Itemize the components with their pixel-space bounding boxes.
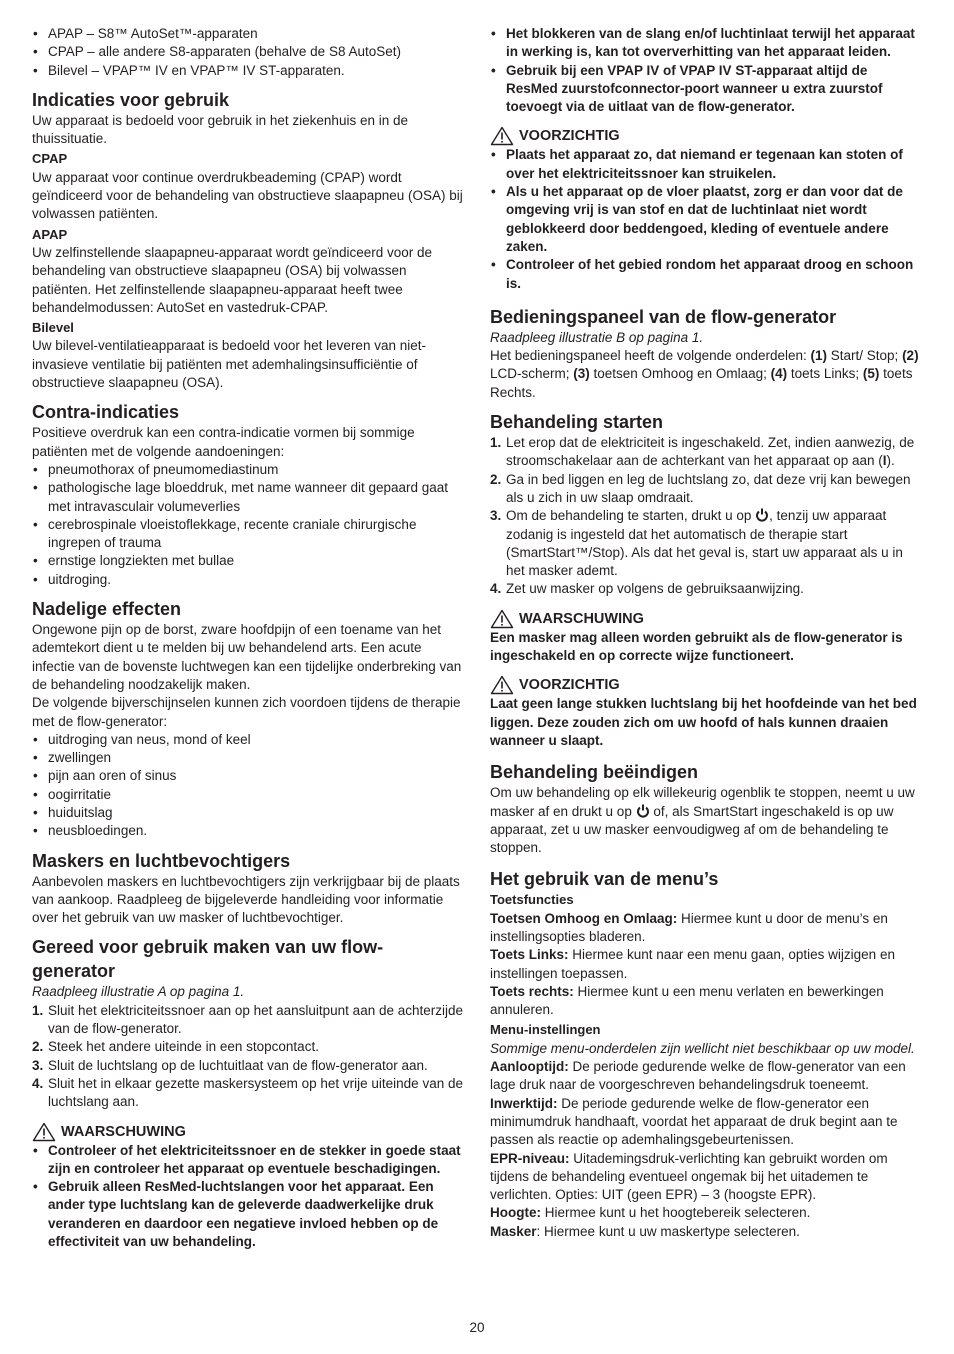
step-number: 2. [490,471,502,487]
warning-list [32,1142,464,1252]
setting-label: Hoogte: [490,1205,541,1221]
setting-altitude [490,1204,922,1222]
section-heading-adverse-effects: Nadelige effecten [32,599,182,620]
part-label: toetsen Omhoog en Omlaag; [589,366,771,382]
list-item: • cerebrospinale vloeistoflekkage, recente craniale chirurgische ingrepen of trauma [32,516,464,553]
list-item: • APAP – S8™ AutoSet™-apparaten [32,25,464,43]
power-on-symbol: I [882,453,887,469]
bilevel-subheading: Bilevel [32,320,74,336]
step-text: ). [886,453,895,469]
part-number: (3) [573,366,590,382]
list-item: • CPAP – alle andere S8-apparaten (behalve de S8 AutoSet) [32,43,464,61]
list-item: • Gebruik alleen ResMed-luchtslangen voor het apparaat. Een ander type luchtslang kan de geleverde daadwerkelijke druk veranderen en daardoor een negatieve invloed hebben op de effectiviteit van uw behandeling. [32,1178,464,1251]
step-number: 2. [32,1039,44,1055]
stop-text-part: Om uw behandeling op elk willekeurig ogenblik te stoppen, neemt u uw masker af en drukt u op [490,785,915,819]
part-number: (1) [810,348,828,364]
masks-text: Aanbevolen maskers en luchtbevochtigers zijn verkrijgbaar bij de plaats van aankoop. Raadpleeg de bijgeleverde handleiding voor informatie over het gebruik van uw masker of luchtbevochtiger. [32,873,460,926]
list-item: • Het blokkeren van de slang en/of luchtinlaat terwijl het apparaat in werking is, kan tot oververhitting van het apparaat leiden. [490,25,922,62]
bilevel-text: Uw bilevel-ventilatieapparaat is bedoeld voor het leveren van niet-invasieve ventilatie bij patiënten met ademhalingsinsufficiëntie of obstructieve slaapapneu (OSA). [32,338,426,391]
caution-label: VOORZICHTIG [519,128,620,145]
warning-label: WAARSCHUWING [61,1123,186,1140]
list-item: • huiduitslag [32,804,464,822]
key-function-right [490,983,922,1020]
list-item: • pneumothorax of pneumomediastinum [32,461,464,479]
warning-list-continued [490,25,922,116]
caution-heading [490,675,922,695]
setting-epr-level [490,1150,922,1205]
caution-list [490,146,922,292]
caution-heading [490,126,922,146]
list-item: • uitdroging van neus, mond of keel [32,731,464,749]
step-text: Let erop dat de elektriciteit is ingeschakeld. Zet, indien aanwezig, de stroomschakelaar aan de achterkant van het apparaat op aan ( [506,435,915,469]
warning-triangle-icon [32,1122,56,1142]
menu-settings-note: Sommige menu-onderdelen zijn wellicht niet beschikbaar op uw model. [490,1040,915,1056]
warning-heading [32,1122,464,1142]
stop-text [490,784,922,857]
step-text: Steek het andere uiteinde in een stopcontact. [48,1039,319,1055]
list-item [32,1057,464,1075]
list-item: • Controleer of het gebied rondom het apparaat droog en schoon is. [490,256,922,293]
power-button-icon [636,804,650,818]
key-functions-subheading: Toetsfuncties [490,892,574,908]
setting-description: : Hiermee kunt u uw maskertype selecteren. [536,1223,800,1239]
setup-illustration-ref: Raadpleeg illustratie A op pagina 1. [32,984,245,1000]
part-label: Start/ Stop; [827,348,903,364]
part-label: LCD-scherm; [490,366,574,382]
stop-text-part: of, als SmartStart ingeschakeld is op uw apparaat, zet u uw masker eenvoudigweg af om de behandeling te stoppen. [490,803,894,856]
section-heading-stop-treatment: Behandeling beëindigen [490,762,699,783]
setting-label: EPR-niveau: [490,1150,570,1166]
list-item [490,434,922,471]
part-label: toets Rechts. [490,366,913,400]
key-description: Hiermee kunt naar een menu gaan, opties wijzigen en instellingen toepassen. [490,947,895,981]
step-number: 1. [32,1002,44,1018]
start-steps [490,434,922,599]
warning-triangle-icon [490,126,514,146]
key-label: Toets rechts: [490,983,574,999]
step-text: Om de behandeling te starten, drukt u op [506,508,756,524]
contraindications-text: Positieve overdruk kan een contra-indicatie vormen bij sommige patiënten met de volgende aandoeningen: [32,425,415,459]
key-label: Toets Links: [490,947,569,963]
caution-text: Laat geen lange stukken luchtslang bij het hoofdeinde van het bed liggen. Deze zouden zich om uw hoofd of hals kunnen draaien wanneer u slaapt. [490,696,917,748]
warning-triangle-icon [490,675,514,695]
panel-illustration-ref: Raadpleeg illustratie B op pagina 1. [490,329,704,345]
part-number: (5) [862,366,880,382]
setting-ramp-time [490,1058,922,1095]
adverse-effects-list [32,731,464,841]
step-text: Sluit het elektriciteitssnoer aan op het aansluitpunt aan de achterzijde van de flow-generator. [48,1002,464,1037]
setting-label: Aanlooptijd: [490,1059,569,1075]
list-item: • pijn aan oren of sinus [32,767,464,785]
setting-label: Inwerktijd: [490,1095,558,1111]
setting-settle-time [490,1095,922,1150]
step-number: 1. [490,435,502,451]
right-column [490,25,922,1241]
section-heading-contraindications: Contra-indicaties [32,402,180,423]
warning-triangle-icon [490,609,514,629]
section-heading-setup: Gereed voor gebruik maken van uw flow-generator [32,937,384,982]
apap-text: Uw zelfinstellende slaapapneu-apparaat wordt geïndiceerd voor de behandeling van obstructieve slaapapneu (OSA) bij volwassen patiënten. Het zelfinstellende slaapapneu-apparaat heeft twee behandelmodussen: AutoSet en vastedruk-CPAP. [32,244,433,315]
setting-label: Masker [490,1223,537,1239]
list-item [490,580,922,598]
device-type-list [32,25,464,80]
setting-description: Uitademingsdruk-verlichting kan gebruikt worden om tijdens de behandeling eventueel ongemak bij het uitademen te verlichten. Opties: UIT (geen EPR) – 3 (hoogste EPR). [490,1150,888,1203]
list-item: • zwellingen [32,749,464,767]
indications-text: Uw apparaat is bedoeld voor gebruik in het ziekenhuis en in de thuissituatie. [32,112,408,147]
cpap-text: Uw apparaat voor continue overdrukbeademing (CPAP) wordt geïndiceerd voor de behandeling van obstructieve slaapapneu (OSA) bij volwassen patiënten. [32,169,463,222]
key-label: Toetsen Omhoog en Omlaag: [490,910,678,926]
list-item: • Plaats het apparaat zo, dat niemand er tegenaan kan stoten of over het elektriciteitssnoer kan struikelen. [490,146,922,183]
key-description: Hiermee kunt u een menu verlaten en bewerkingen annuleren. [490,983,884,1018]
list-item: • neusbloedingen. [32,822,464,840]
list-item: • Bilevel – VPAP™ IV en VPAP™ IV ST-apparaten. [32,62,464,80]
step-number: 3. [32,1057,44,1073]
list-item: • Gebruik bij een VPAP IV of VPAP IV ST-apparaat altijd de ResMed zuurstofconnector-poort wanneer u extra zuurstof toevoegt via de uitlaat van de flow-generator. [490,62,922,117]
list-item: • Als u het apparaat op de vloer plaatst, zorg er dan voor dat de omgeving vrij is van stof en dat de luchtinlaat niet wordt geblokkeerd door beddengoed, kleding of eventuele andere zaken. [490,183,922,256]
section-heading-masks: Maskers en luchtbevochtigers [32,850,291,871]
adverse-text-1: Ongewone pijn op de borst, zware hoofdpijn of een toename van het ademtekort dient u te melden bij uw behandelend arts. Een acute infectie van de bovenste luchtwegen kan een tijdelijke onderbreking van de behandeling noodzakelijk maken. [32,622,462,692]
step-number: 4. [490,581,502,597]
list-item [32,1002,464,1039]
caution-label: VOORZICHTIG [519,677,620,694]
part-label: toets Links; [787,366,863,382]
setup-steps [32,1002,464,1112]
step-text: Zet uw masker op volgens de gebruiksaanwijzing. [506,581,804,597]
adverse-text-2: De volgende bijverschijnselen kunnen zich voordoen tijdens de therapie met de flow-generator: [32,695,461,729]
section-heading-indications: Indicaties voor gebruik [32,89,230,110]
menu-settings-subheading: Menu-instellingen [490,1022,601,1038]
part-number: (2) [902,348,919,364]
apap-subheading: APAP [32,226,68,242]
step-number: 4. [32,1075,44,1091]
list-item: • pathologische lage bloeddruk, met name wanneer dit gepaard gaat met intravasculair volumeverlies [32,479,464,516]
setting-description: Hiermee kunt u het hoogtebereik selecteren. [541,1205,811,1221]
step-text: Sluit het in elkaar gezette maskersysteem op het vrije uiteinde van de luchtslang aan. [48,1075,463,1110]
warning-label: WAARSCHUWING [519,610,644,627]
step-text: Ga in bed liggen en leg de luchtslang zo, dat deze vrij kan bewegen als u zich in uw slaap omdraait. [506,471,911,505]
panel-text-intro: Het bedieningspaneel heeft de volgende onderdelen: [490,348,811,364]
key-function-updown [490,910,922,947]
key-function-left [490,946,922,983]
section-heading-start-treatment: Behandeling starten [490,412,664,433]
key-description: Hiermee kunt u door de menu’s en instellingsopties bladeren. [490,910,888,944]
panel-text [490,347,922,402]
cpap-subheading: CPAP [32,151,68,167]
step-text: , tenzij uw apparaat zodanig is ingesteld dat het automatisch de therapie start (SmartStart™/Stop). Als dat het geval is, start uw apparaat als u in het masker ademt. [506,508,903,579]
list-item: • uitdroging. [32,571,464,589]
list-item: • ernstige longziekten met bullae [32,552,464,570]
list-item [490,471,922,508]
page-number: 20 [469,1320,485,1335]
section-heading-menus: Het gebruik van de menu’s [490,869,719,890]
setting-description: De periode gedurende welke de flow-generator van een lage druk naar de voorgeschreven behandelingsdruk toeneemt. [490,1059,906,1093]
step-text: Sluit de luchtslang op de luchtuitlaat van de flow-generator aan. [48,1057,428,1073]
setting-mask [490,1223,922,1241]
list-item [490,507,922,580]
section-heading-control-panel: Bedieningspaneel van de flow-generator [490,306,837,327]
step-number: 3. [490,508,502,524]
part-number: (4) [770,366,788,382]
contraindications-list [32,461,464,589]
list-item: • Controleer of het elektriciteitssnoer en de stekker in goede staat zijn en controleer het apparaat op eventuele beschadigingen. [32,1142,464,1179]
list-item [32,1038,464,1056]
power-button-icon [755,508,769,522]
warning-text: Een masker mag alleen worden gebruikt als de flow-generator is ingeschakeld en op correcte wijze functioneert. [490,629,903,664]
list-item [32,1075,464,1112]
setting-description: De periode gedurende welke de flow-generator een minimumdruk handhaaft, voordat het apparaat de druk begint aan te passen als reactie op ademhalingsgebeurtenissen. [490,1095,898,1148]
left-column [32,25,464,1251]
warning-heading [490,609,922,629]
list-item: • oogirritatie [32,786,464,804]
